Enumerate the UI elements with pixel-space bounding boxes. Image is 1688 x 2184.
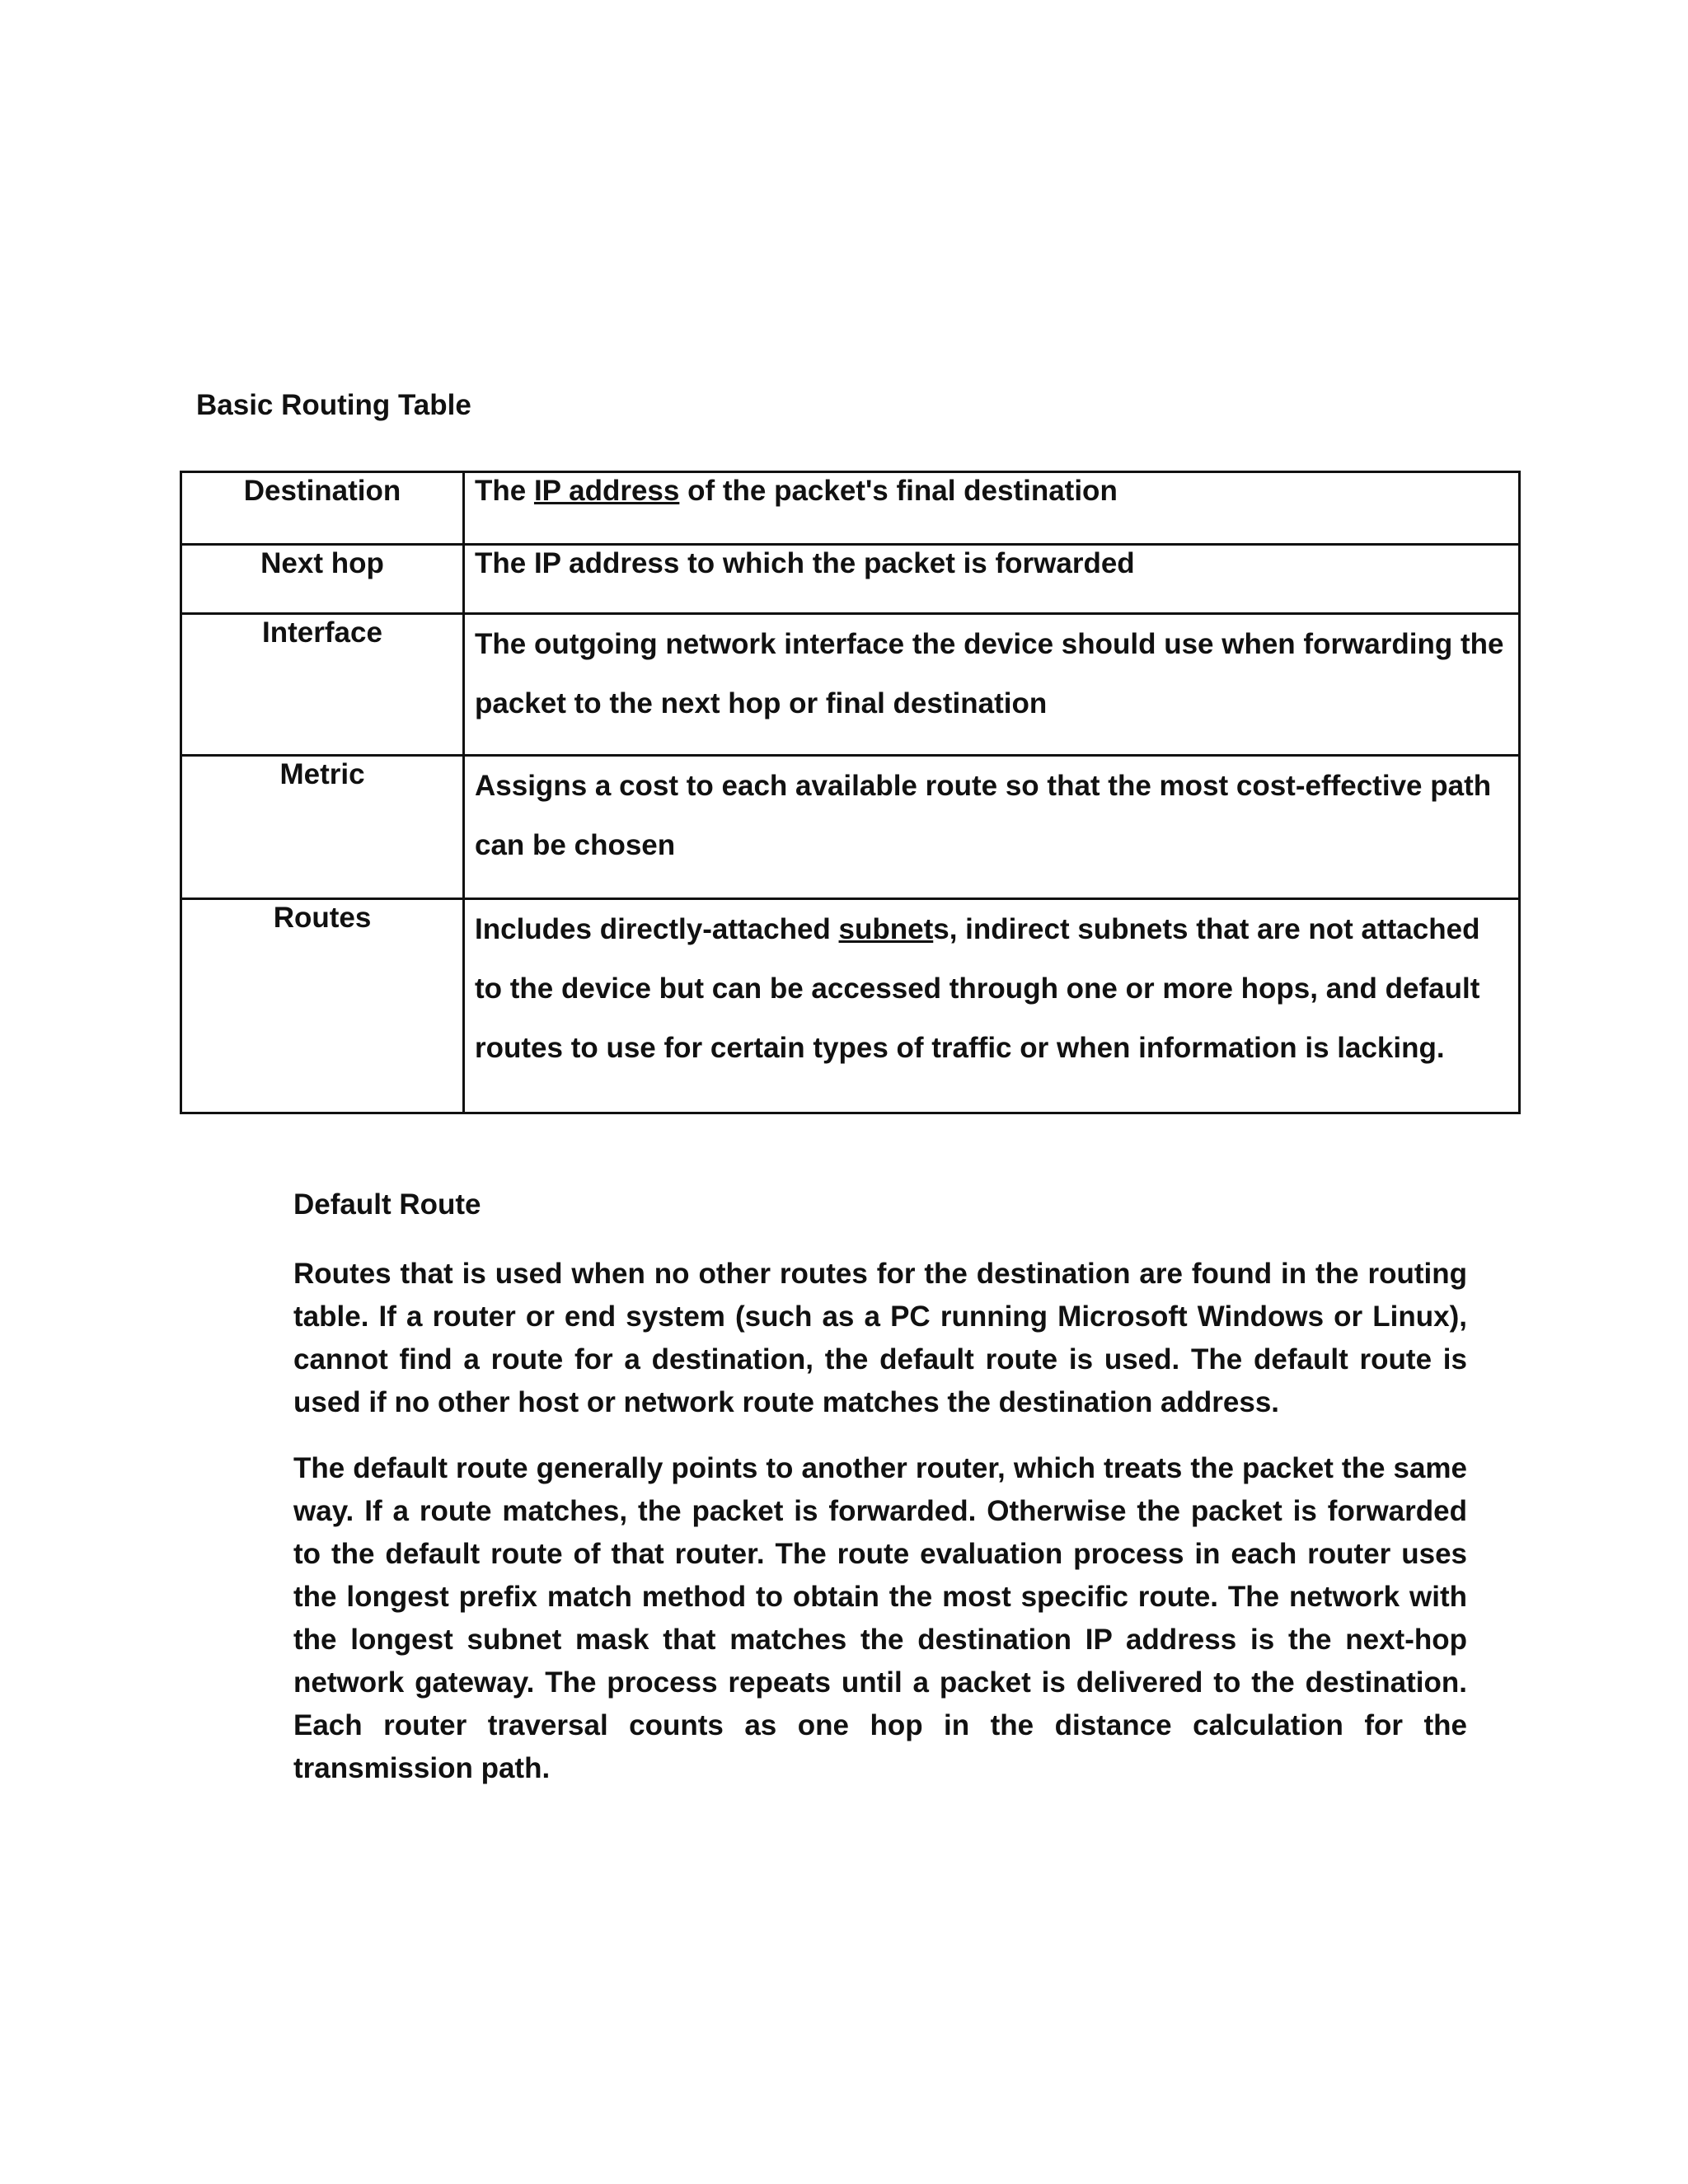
paragraph-line: way. If a route matches, the packet is forwarded. Otherwise the packet is forwarded xyxy=(293,1495,1467,1527)
definition-line xyxy=(475,900,1508,959)
paragraph-line: to the default route of that router. The route evaluation process in each router uses xyxy=(293,1538,1467,1570)
table-definition xyxy=(464,614,1520,756)
paragraph-line: The default route generally points to another router, which treats the packet the same xyxy=(293,1452,1467,1484)
paragraph-1 xyxy=(293,1253,1467,1424)
underlined-term: subnet xyxy=(838,913,934,945)
definition-text: The IP address to which the packet is forwarded xyxy=(475,547,1135,579)
table-row xyxy=(181,756,1520,899)
table-term: Next hop xyxy=(181,545,464,614)
table-definition xyxy=(464,472,1520,545)
table-row xyxy=(181,545,1520,614)
underlined-term: IP address xyxy=(533,475,680,507)
paragraph-2 xyxy=(293,1447,1467,1790)
definition-line xyxy=(475,1019,1508,1078)
paragraph-line: the longest subnet mask that matches the destination IP address is the next-hop xyxy=(293,1624,1467,1656)
definition-line xyxy=(475,757,1508,816)
definition-text: Assigns a cost to each available route so that the most cost-effective path xyxy=(475,770,1492,802)
definition-text: The outgoing network interface the device should use when forwarding the xyxy=(475,628,1504,660)
paragraph-line: the longest prefix match method to obtain the most specific route. The network with xyxy=(293,1581,1467,1613)
paragraph-line: transmission path. xyxy=(293,1752,551,1784)
table-term: Interface xyxy=(181,614,464,756)
paragraph-line: Routes that is used when no other routes for the destination are found in the routing xyxy=(293,1258,1467,1290)
definition-text: of the packet's final destination xyxy=(679,475,1118,507)
definition-text: routes to use for certain types of traffic or when information is lacking. xyxy=(475,1032,1445,1064)
paragraph-line: cannot find a route for a destination, the default route is used. The default route is xyxy=(293,1343,1467,1376)
definition-line xyxy=(475,615,1508,674)
definition-text: to the device but can be accessed through one or more hops, and default xyxy=(475,972,1480,1005)
table-row xyxy=(181,614,1520,756)
routing-table xyxy=(180,471,1521,1114)
definition-text: can be chosen xyxy=(475,829,676,861)
definition-text: The xyxy=(475,475,534,507)
table-term: Routes xyxy=(181,899,464,1113)
paragraph-line: used if no other host or network route matches the destination address. xyxy=(293,1386,1280,1418)
definition-line xyxy=(475,816,1508,875)
table-term: Metric xyxy=(181,756,464,899)
paragraph-line: table. If a router or end system (such as a PC running Microsoft Windows or Linux), xyxy=(293,1301,1467,1333)
definition-text: Includes directly-attached xyxy=(475,913,839,945)
paragraph-line: Each router traversal counts as one hop in the distance calculation for the xyxy=(293,1709,1467,1741)
table-definition xyxy=(464,545,1520,614)
table-row xyxy=(181,899,1520,1113)
routing-table-body xyxy=(181,472,1520,1113)
table-definition xyxy=(464,899,1520,1113)
definition-text: packet to the next hop or final destination xyxy=(475,687,1048,719)
table-row xyxy=(181,472,1520,545)
definition-line xyxy=(475,959,1508,1019)
definition-line xyxy=(475,546,1508,582)
table-term: Destination xyxy=(181,472,464,545)
definition-text: s, indirect subnets that are not attached xyxy=(933,913,1480,945)
section-heading: Default Route xyxy=(293,1188,481,1221)
page-title: Basic Routing Table xyxy=(196,389,471,421)
definition-line xyxy=(475,473,1508,509)
paragraph-line: network gateway. The process repeats until a packet is delivered to the destination. xyxy=(293,1666,1467,1699)
definition-line xyxy=(475,674,1508,733)
table-definition xyxy=(464,756,1520,899)
